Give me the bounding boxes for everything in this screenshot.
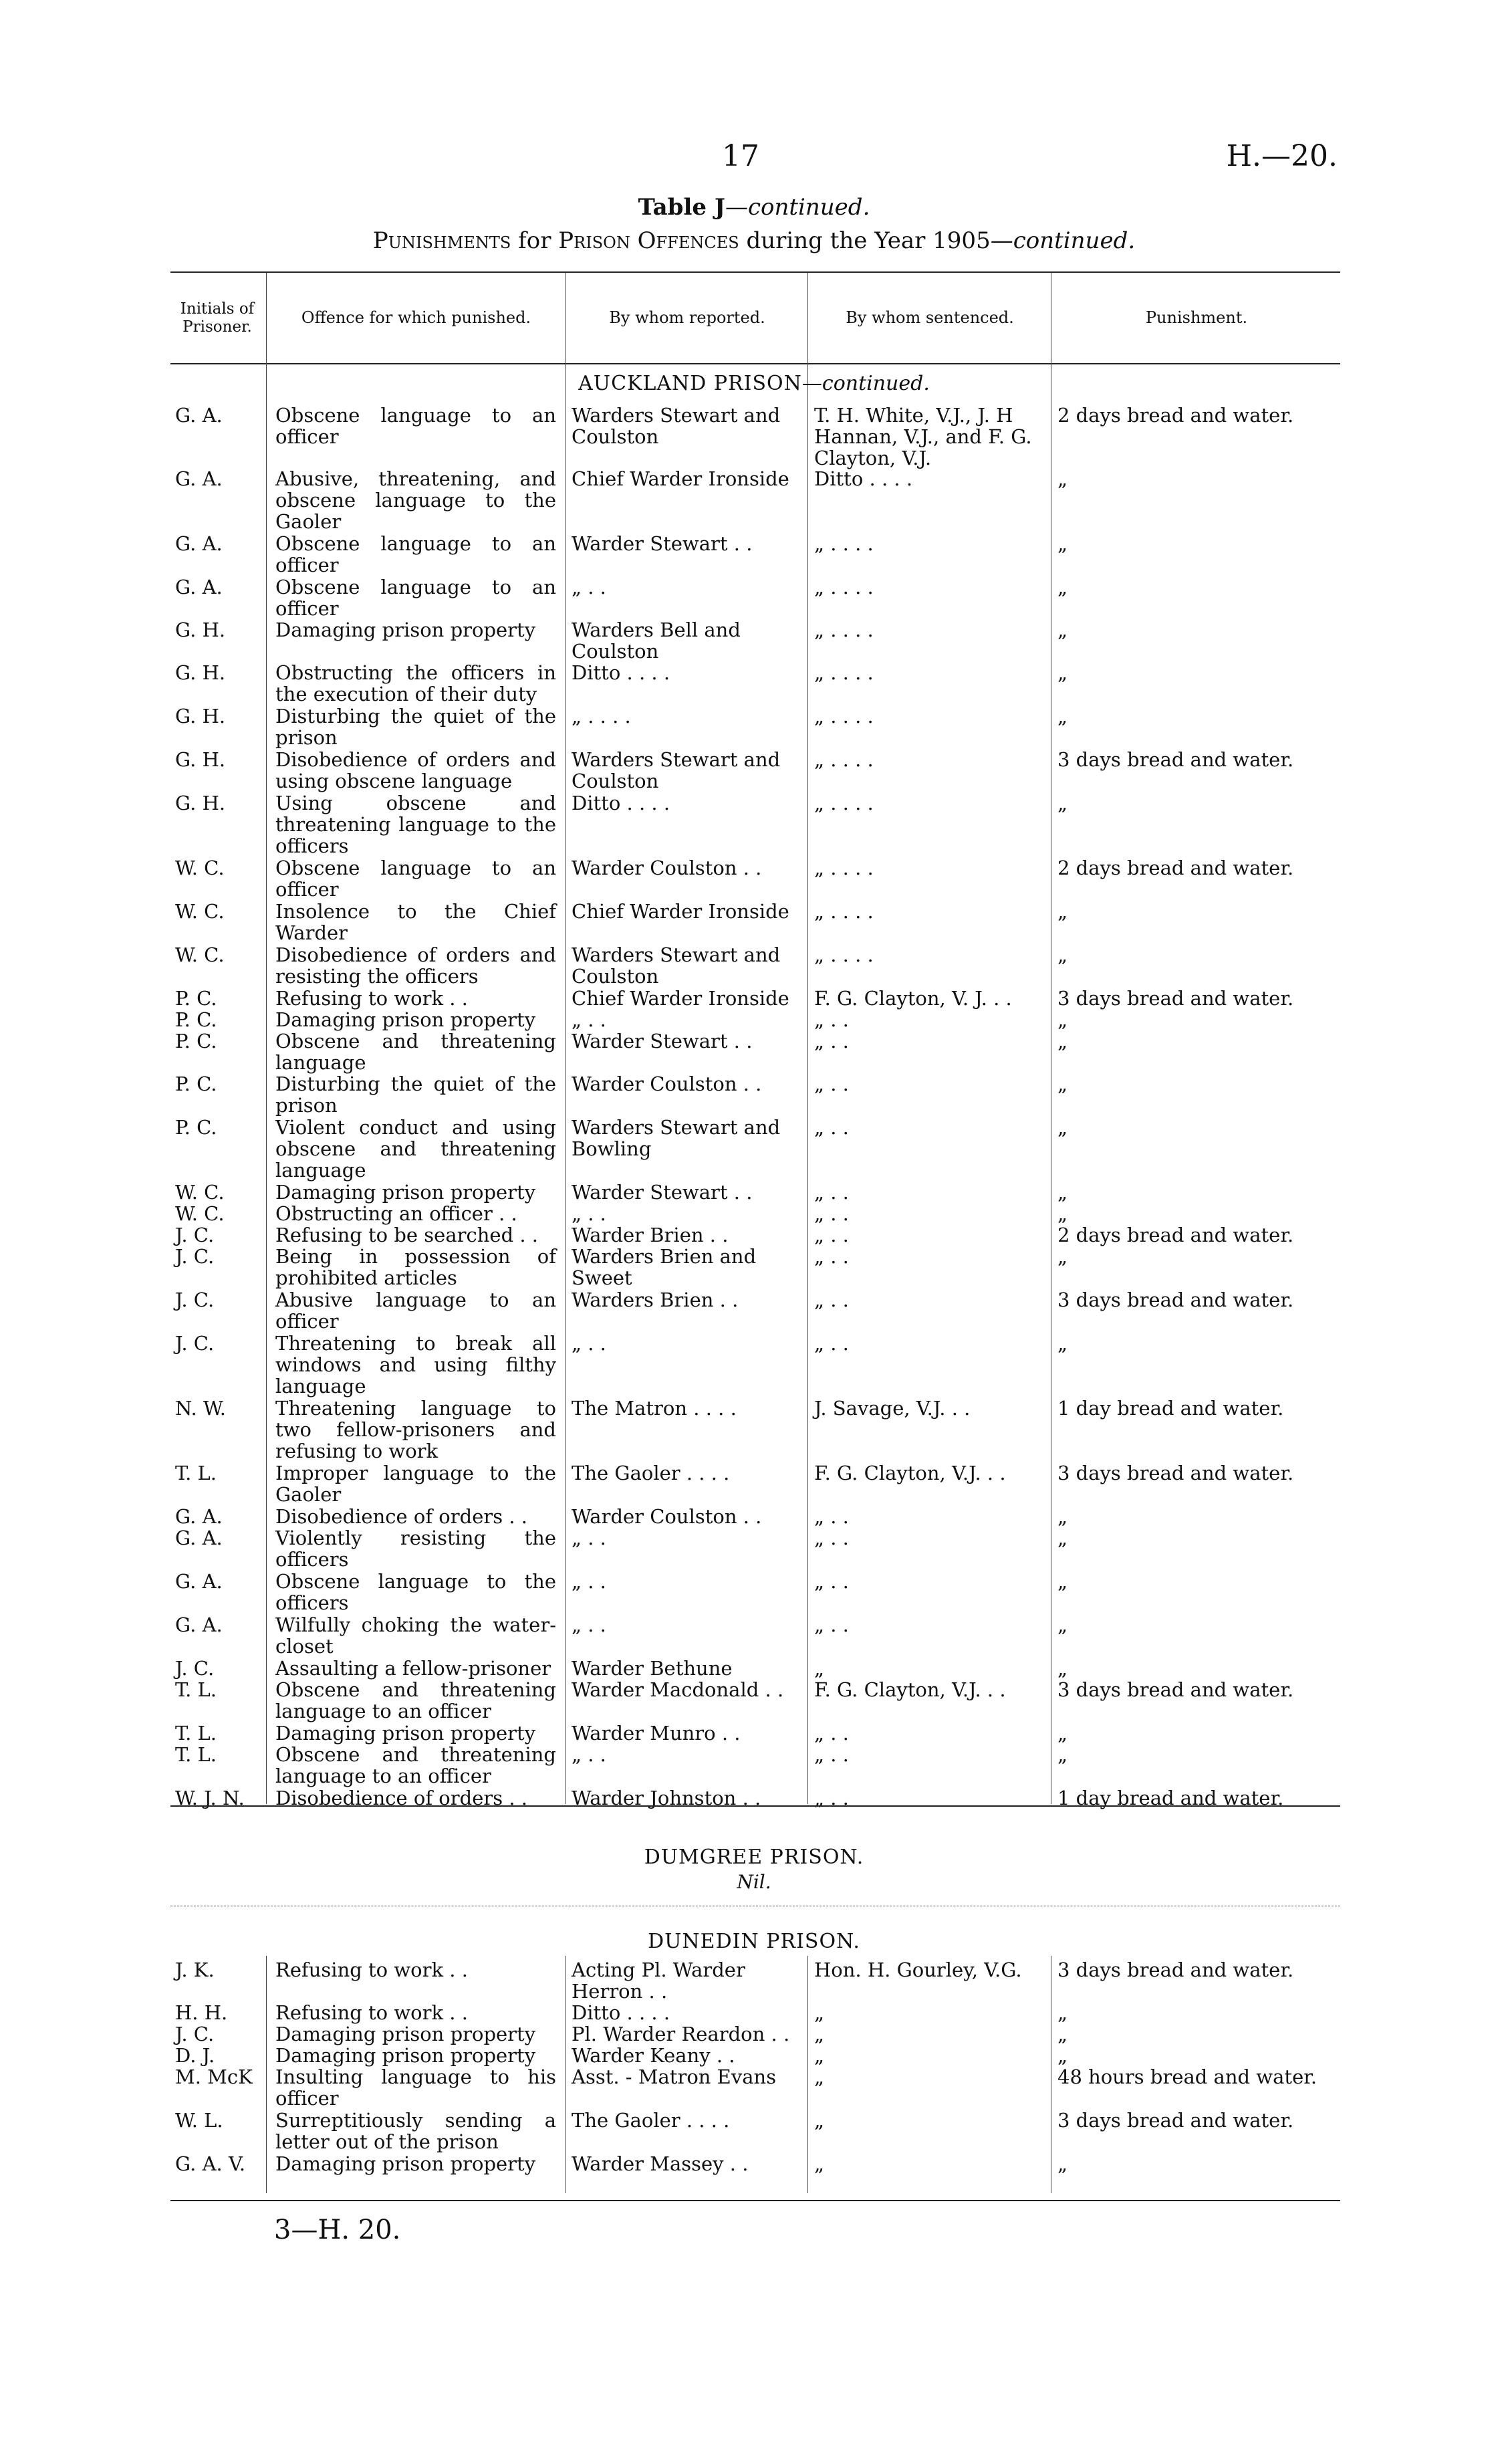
row-reporter: „ . . — [572, 576, 606, 598]
row-reporter: Warder Stewart . . — [572, 1181, 753, 1204]
row-reporter: Warder Keany . . — [572, 2044, 735, 2067]
row-punishment: „ — [1057, 1181, 1068, 1204]
row-reporter: Warder Brien . . — [572, 1224, 729, 1246]
row-punishment: „ — [1057, 2023, 1068, 2045]
row-punishment: „ — [1057, 661, 1068, 684]
row-sentencer: „ . . . . — [814, 900, 874, 923]
row-sentencer: „ . . — [814, 1743, 849, 1766]
row-punishment: „ — [1057, 1030, 1068, 1052]
row-sentencer: „ — [814, 2001, 825, 2024]
row-sentencer: Hon. H. Gourley, V.G. — [814, 1958, 1022, 1981]
row-reporter: Acting Pl. Warder Herron . . — [572, 1958, 745, 2003]
row-punishment: „ — [1057, 619, 1068, 641]
column-header-initials: Initials of Prisoner. — [180, 300, 255, 336]
row-initials: G. A. V. — [175, 2152, 246, 2175]
row-sentencer: „ . . — [814, 1787, 849, 1809]
row-sentencer: „ . . . . — [814, 705, 874, 727]
row-offence: Damaging prison property — [275, 2044, 536, 2067]
row-reporter: Warder Massey . . — [572, 2152, 749, 2175]
table-subtitle — [0, 227, 1508, 254]
row-initials: J. C. — [175, 1332, 215, 1355]
row-punishment: „ — [1057, 1073, 1068, 1095]
row-sentencer: „ . . — [814, 1008, 849, 1031]
row-initials: W. L. — [175, 2109, 223, 2132]
row-punishment: 48 hours bread and water. — [1057, 2065, 1317, 2088]
row-sentencer: „ . . — [814, 1202, 849, 1225]
row-initials: J. C. — [175, 1657, 215, 1680]
row-punishment: 1 day bread and water. — [1057, 1397, 1284, 1420]
row-punishment: 3 days bread and water. — [1057, 1462, 1294, 1484]
row-reporter: Ditto . . . . — [572, 661, 670, 684]
row-sentencer: „ — [814, 2023, 825, 2045]
table-title-main: Table J — [638, 194, 725, 221]
row-offence: Obscene language to an officer — [275, 576, 556, 620]
row-punishment: „ — [1057, 943, 1068, 966]
row-punishment: „ — [1057, 532, 1068, 555]
row-offence: Damaging prison property — [275, 1722, 536, 1745]
row-initials: J. C. — [175, 1245, 215, 1268]
row-initials: D. J. — [175, 2044, 215, 2067]
column-divider — [807, 1956, 808, 2193]
row-punishment: „ — [1057, 2001, 1068, 2024]
row-punishment: „ — [1057, 1657, 1068, 1680]
row-reporter: Warders Brien . . — [572, 1289, 739, 1311]
row-reporter: The Gaoler . . . . — [572, 1462, 730, 1484]
row-offence: Being in possession of prohibited articles — [275, 1245, 556, 1289]
row-sentencer: „ . . . . — [814, 748, 874, 771]
row-initials: T. L. — [175, 1678, 217, 1701]
row-initials: G. H. — [175, 705, 226, 727]
row-offence: Insulting language to his officer — [275, 2065, 556, 2110]
row-reporter: Warder Munro . . — [572, 1722, 741, 1745]
row-sentencer: „ . . — [814, 1181, 849, 1204]
row-reporter: Warder Coulston . . — [572, 857, 762, 879]
row-punishment: „ — [1057, 1202, 1068, 1225]
row-offence: Abusive language to an officer — [275, 1289, 556, 1333]
table-title-suffix: —continued. — [725, 194, 870, 221]
row-reporter: Ditto . . . . — [572, 792, 670, 814]
row-offence: Obscene and threatening language to an officer — [275, 1743, 556, 1787]
row-offence: Obstructing the officers in the execution of their duty — [275, 661, 556, 705]
row-punishment: „ — [1057, 1527, 1068, 1549]
row-sentencer: „ . . . . — [814, 943, 874, 966]
section-suffix: —continued. — [801, 372, 930, 395]
section-heading-dumgree: DUMGREE PRISON. — [644, 1845, 864, 1869]
row-punishment: „ — [1057, 1505, 1068, 1528]
row-offence: Improper language to the Gaoler — [275, 1462, 556, 1506]
row-initials: G. A. — [175, 404, 223, 427]
row-offence: Disturbing the quiet of the prison — [275, 1073, 556, 1117]
subtitle-space — [630, 227, 638, 254]
row-offence: Damaging prison property — [275, 2023, 536, 2045]
row-punishment: 3 days bread and water. — [1057, 1958, 1294, 1981]
row-initials: T. L. — [175, 1462, 217, 1484]
row-initials: G. A. — [175, 576, 223, 598]
row-sentencer: „ . . — [814, 1722, 849, 1745]
row-reporter: Asst. - Matron Evans — [572, 2065, 777, 2088]
row-initials: G. H. — [175, 792, 226, 814]
row-reporter: Warder Coulston . . — [572, 1073, 762, 1095]
row-sentencer: F. G. Clayton, V. J. . . — [814, 987, 1012, 1010]
row-initials: N. W. — [175, 1397, 226, 1420]
page-number: 17 — [722, 139, 759, 173]
row-reporter: Warders Stewart and Bowling — [572, 1116, 781, 1160]
row-sentencer: „ — [814, 2044, 825, 2067]
row-reporter: Warder Macdonald . . — [572, 1678, 784, 1701]
row-sentencer: F. G. Clayton, V.J. . . — [814, 1678, 1006, 1701]
row-sentencer: „ . . — [814, 1289, 849, 1311]
row-initials: G. H. — [175, 619, 226, 641]
row-sentencer: „ . . — [814, 1505, 849, 1528]
row-initials: W. C. — [175, 1202, 225, 1225]
row-reporter: The Matron . . . . — [572, 1397, 737, 1420]
row-initials: G. A. — [175, 467, 223, 490]
row-reporter: „ . . — [572, 1202, 606, 1225]
section-heading-dunedin: DUNEDIN PRISON. — [648, 1930, 860, 1953]
row-sentencer: „ . . — [814, 1613, 849, 1636]
row-punishment: „ — [1057, 792, 1068, 814]
row-punishment: „ — [1057, 576, 1068, 598]
row-reporter: Warder Stewart . . — [572, 532, 753, 555]
row-sentencer: „ . . — [814, 1332, 849, 1355]
row-offence: Using obscene and threatening language to the officers — [275, 792, 556, 857]
section-heading-auckland — [0, 372, 1508, 395]
row-sentencer: „ — [814, 2109, 825, 2132]
row-offence: Violently resisting the officers — [275, 1527, 556, 1571]
row-punishment: „ — [1057, 1570, 1068, 1593]
row-sentencer: „ — [814, 2065, 825, 2088]
row-punishment: 2 days bread and water. — [1057, 1224, 1294, 1246]
column-header-sentencer: By whom sentenced. — [846, 308, 1014, 327]
row-initials: P. C. — [175, 1073, 217, 1095]
row-offence: Violent conduct and using obscene and threatening language — [275, 1116, 556, 1182]
row-punishment: 2 days bread and water. — [1057, 404, 1294, 427]
row-initials: G. A. — [175, 1613, 223, 1636]
row-sentencer: T. H. White, V.J., J. H Hannan, V.J., and F. G. Clayton, V.J. — [814, 404, 1032, 469]
row-initials: W. J. N. — [175, 1787, 245, 1809]
row-initials: G. H. — [175, 748, 226, 771]
row-initials: W. C. — [175, 900, 225, 923]
column-divider — [807, 273, 808, 1804]
row-sentencer: „ . . — [814, 1224, 849, 1246]
row-punishment: 3 days bread and water. — [1057, 987, 1294, 1010]
row-sentencer: „ . . . . — [814, 532, 874, 555]
column-header-reporter: By whom reported. — [609, 308, 765, 327]
row-reporter: Ditto . . . . — [572, 2001, 670, 2024]
row-punishment: „ — [1057, 1116, 1068, 1139]
row-punishment: „ — [1057, 705, 1068, 727]
section-note-nil: Nil. — [737, 1871, 771, 1893]
row-reporter: Chief Warder Ironside — [572, 467, 789, 490]
section-rule — [170, 1805, 1340, 1807]
row-offence: Obscene language to an officer — [275, 404, 556, 448]
row-reporter: „ . . — [572, 1613, 606, 1636]
row-offence: Abusive, threatening, and obscene language to the Gaoler — [275, 467, 556, 533]
row-offence: Wilfully choking the water-closet — [275, 1613, 556, 1658]
row-reporter: Warder Bethune — [572, 1657, 733, 1680]
row-reporter: Chief Warder Ironside — [572, 900, 789, 923]
row-offence: Threatening to break all windows and using filthy language — [275, 1332, 556, 1397]
row-initials: G. A. — [175, 1505, 223, 1528]
row-offence: Refusing to work . . — [275, 2001, 468, 2024]
row-sentencer: „ . . — [814, 1245, 849, 1268]
row-initials: T. L. — [175, 1743, 217, 1766]
row-offence: Damaging prison property — [275, 2152, 536, 2175]
row-offence: Obscene language to an officer — [275, 532, 556, 576]
row-punishment: „ — [1057, 1722, 1068, 1745]
row-initials: W. C. — [175, 1181, 225, 1204]
row-reporter: „ . . — [572, 1008, 606, 1031]
row-punishment: 3 days bread and water. — [1057, 1678, 1294, 1701]
row-reporter: „ . . — [572, 1570, 606, 1593]
column-header-offence: Offence for which punished. — [301, 308, 531, 327]
row-punishment: „ — [1057, 1332, 1068, 1355]
row-punishment: 3 days bread and water. — [1057, 2109, 1294, 2132]
row-offence: Refusing to work . . — [275, 1958, 468, 1981]
row-reporter: „ . . — [572, 1332, 606, 1355]
column-divider — [565, 273, 566, 1804]
row-offence: Refusing to be searched . . — [275, 1224, 539, 1246]
subtitle-connector-for: for — [511, 227, 559, 254]
row-initials: G. A. — [175, 532, 223, 555]
column-header-punishment: Punishment. — [1145, 308, 1248, 327]
subtitle-suffix: —continued. — [990, 227, 1136, 254]
row-offence: Obscene and threatening language — [275, 1030, 556, 1074]
row-initials: H. H. — [175, 2001, 228, 2024]
subtitle-word-punishments: Punishments — [372, 227, 511, 254]
row-reporter: Warders Stewart and Coulston — [572, 748, 781, 792]
row-offence: Disobedience of orders and resisting the officers — [275, 943, 556, 988]
row-sentencer: „ . . . . — [814, 857, 874, 879]
row-sentencer: J. Savage, V.J. . . — [814, 1397, 971, 1420]
row-punishment: „ — [1057, 1245, 1068, 1268]
row-offence: Disobedience of orders . . — [275, 1505, 527, 1528]
row-punishment: „ — [1057, 2044, 1068, 2067]
row-initials: G. A. — [175, 1570, 223, 1593]
row-initials: P. C. — [175, 1008, 217, 1031]
row-reporter: Warder Coulston . . — [572, 1505, 762, 1528]
row-offence: Surreptitiously sending a letter out of the prison — [275, 2109, 556, 2153]
row-reporter: „ . . — [572, 1743, 606, 1766]
table-title — [0, 194, 1508, 221]
row-sentencer: „ — [814, 1657, 825, 1680]
row-offence: Damaging prison property — [275, 1008, 536, 1031]
row-punishment: 1 day bread and water. — [1057, 1787, 1284, 1809]
row-offence: Disobedience of orders and using obscene language — [275, 748, 556, 792]
row-initials: W. C. — [175, 857, 225, 879]
row-initials: J. K. — [175, 1958, 215, 1981]
row-sentencer: F. G. Clayton, V.J. . . — [814, 1462, 1006, 1484]
header-bottom-rule — [170, 363, 1340, 364]
row-offence: Obscene language to the officers — [275, 1570, 556, 1614]
row-sentencer: „ — [814, 2152, 825, 2175]
row-sentencer: „ . . — [814, 1116, 849, 1139]
row-initials: G. H. — [175, 661, 226, 684]
subtitle-year: during the Year 1905 — [739, 227, 991, 254]
row-initials: P. C. — [175, 987, 217, 1010]
row-offence: Damaging prison property — [275, 619, 536, 641]
row-reporter: The Gaoler . . . . — [572, 2109, 730, 2132]
row-punishment: 2 days bread and water. — [1057, 857, 1294, 879]
table-bottom-rule — [170, 2200, 1340, 2201]
row-reporter: Warders Brien and Sweet — [572, 1245, 757, 1289]
row-offence: Disturbing the quiet of the prison — [275, 705, 556, 749]
subtitle-word-offences: Offences — [637, 227, 739, 254]
row-reporter: Warder Stewart . . — [572, 1030, 753, 1052]
footer-signature: 3—H. 20. — [274, 2215, 401, 2245]
row-offence: Obscene and threatening language to an officer — [275, 1678, 556, 1722]
row-punishment: „ — [1057, 1008, 1068, 1031]
row-offence: Disobedience of orders . . — [275, 1787, 527, 1809]
row-sentencer: „ . . — [814, 1527, 849, 1549]
row-offence: Obscene language to an officer — [275, 857, 556, 901]
row-sentencer: „ . . . . — [814, 792, 874, 814]
column-divider — [565, 1956, 566, 2193]
row-offence: Obstructing an officer . . — [275, 1202, 517, 1225]
row-punishment: 3 days bread and water. — [1057, 1289, 1294, 1311]
row-initials: M. McK — [175, 2065, 253, 2088]
row-initials: P. C. — [175, 1030, 217, 1052]
row-punishment: „ — [1057, 1613, 1068, 1636]
document-reference: H.—20. — [1226, 139, 1338, 173]
row-reporter: „ . . — [572, 1527, 606, 1549]
row-reporter: Chief Warder Ironside — [572, 987, 789, 1010]
row-sentencer: Ditto . . . . — [814, 467, 913, 490]
row-sentencer: „ . . . . — [814, 619, 874, 641]
row-reporter: Pl. Warder Reardon . . — [572, 2023, 790, 2045]
row-initials: W. C. — [175, 943, 225, 966]
section-name: AUCKLAND PRISON — [578, 372, 802, 395]
row-offence: Damaging prison property — [275, 1181, 536, 1204]
row-offence: Assaulting a fellow-prisoner — [275, 1657, 551, 1680]
row-offence: Insolence to the Chief Warder — [275, 900, 556, 944]
row-sentencer: „ . . — [814, 1570, 849, 1593]
row-reporter: Warders Bell and Coulston — [572, 619, 741, 663]
row-reporter: Warder Johnston . . — [572, 1787, 761, 1809]
row-sentencer: „ . . . . — [814, 661, 874, 684]
row-initials: P. C. — [175, 1116, 217, 1139]
row-reporter: Warders Stewart and Coulston — [572, 943, 781, 988]
row-punishment: „ — [1057, 900, 1068, 923]
subtitle-word-prison: Prison — [558, 227, 630, 254]
row-sentencer: „ . . — [814, 1073, 849, 1095]
row-offence: Refusing to work . . — [275, 987, 468, 1010]
row-reporter: „ . . . . — [572, 705, 631, 727]
row-punishment: 3 days bread and water. — [1057, 748, 1294, 771]
row-sentencer: „ . . . . — [814, 576, 874, 598]
row-initials: J. C. — [175, 1224, 215, 1246]
row-initials: G. A. — [175, 1527, 223, 1549]
row-reporter: Warders Stewart and Coulston — [572, 404, 781, 448]
row-initials: J. C. — [175, 1289, 215, 1311]
row-punishment: „ — [1057, 1743, 1068, 1766]
row-initials: J. C. — [175, 2023, 215, 2045]
row-punishment: „ — [1057, 467, 1068, 490]
row-punishment: „ — [1057, 2152, 1068, 2175]
row-initials: T. L. — [175, 1722, 217, 1745]
row-sentencer: „ . . — [814, 1030, 849, 1052]
row-offence: Threatening language to two fellow-prisoners and refusing to work — [275, 1397, 556, 1462]
